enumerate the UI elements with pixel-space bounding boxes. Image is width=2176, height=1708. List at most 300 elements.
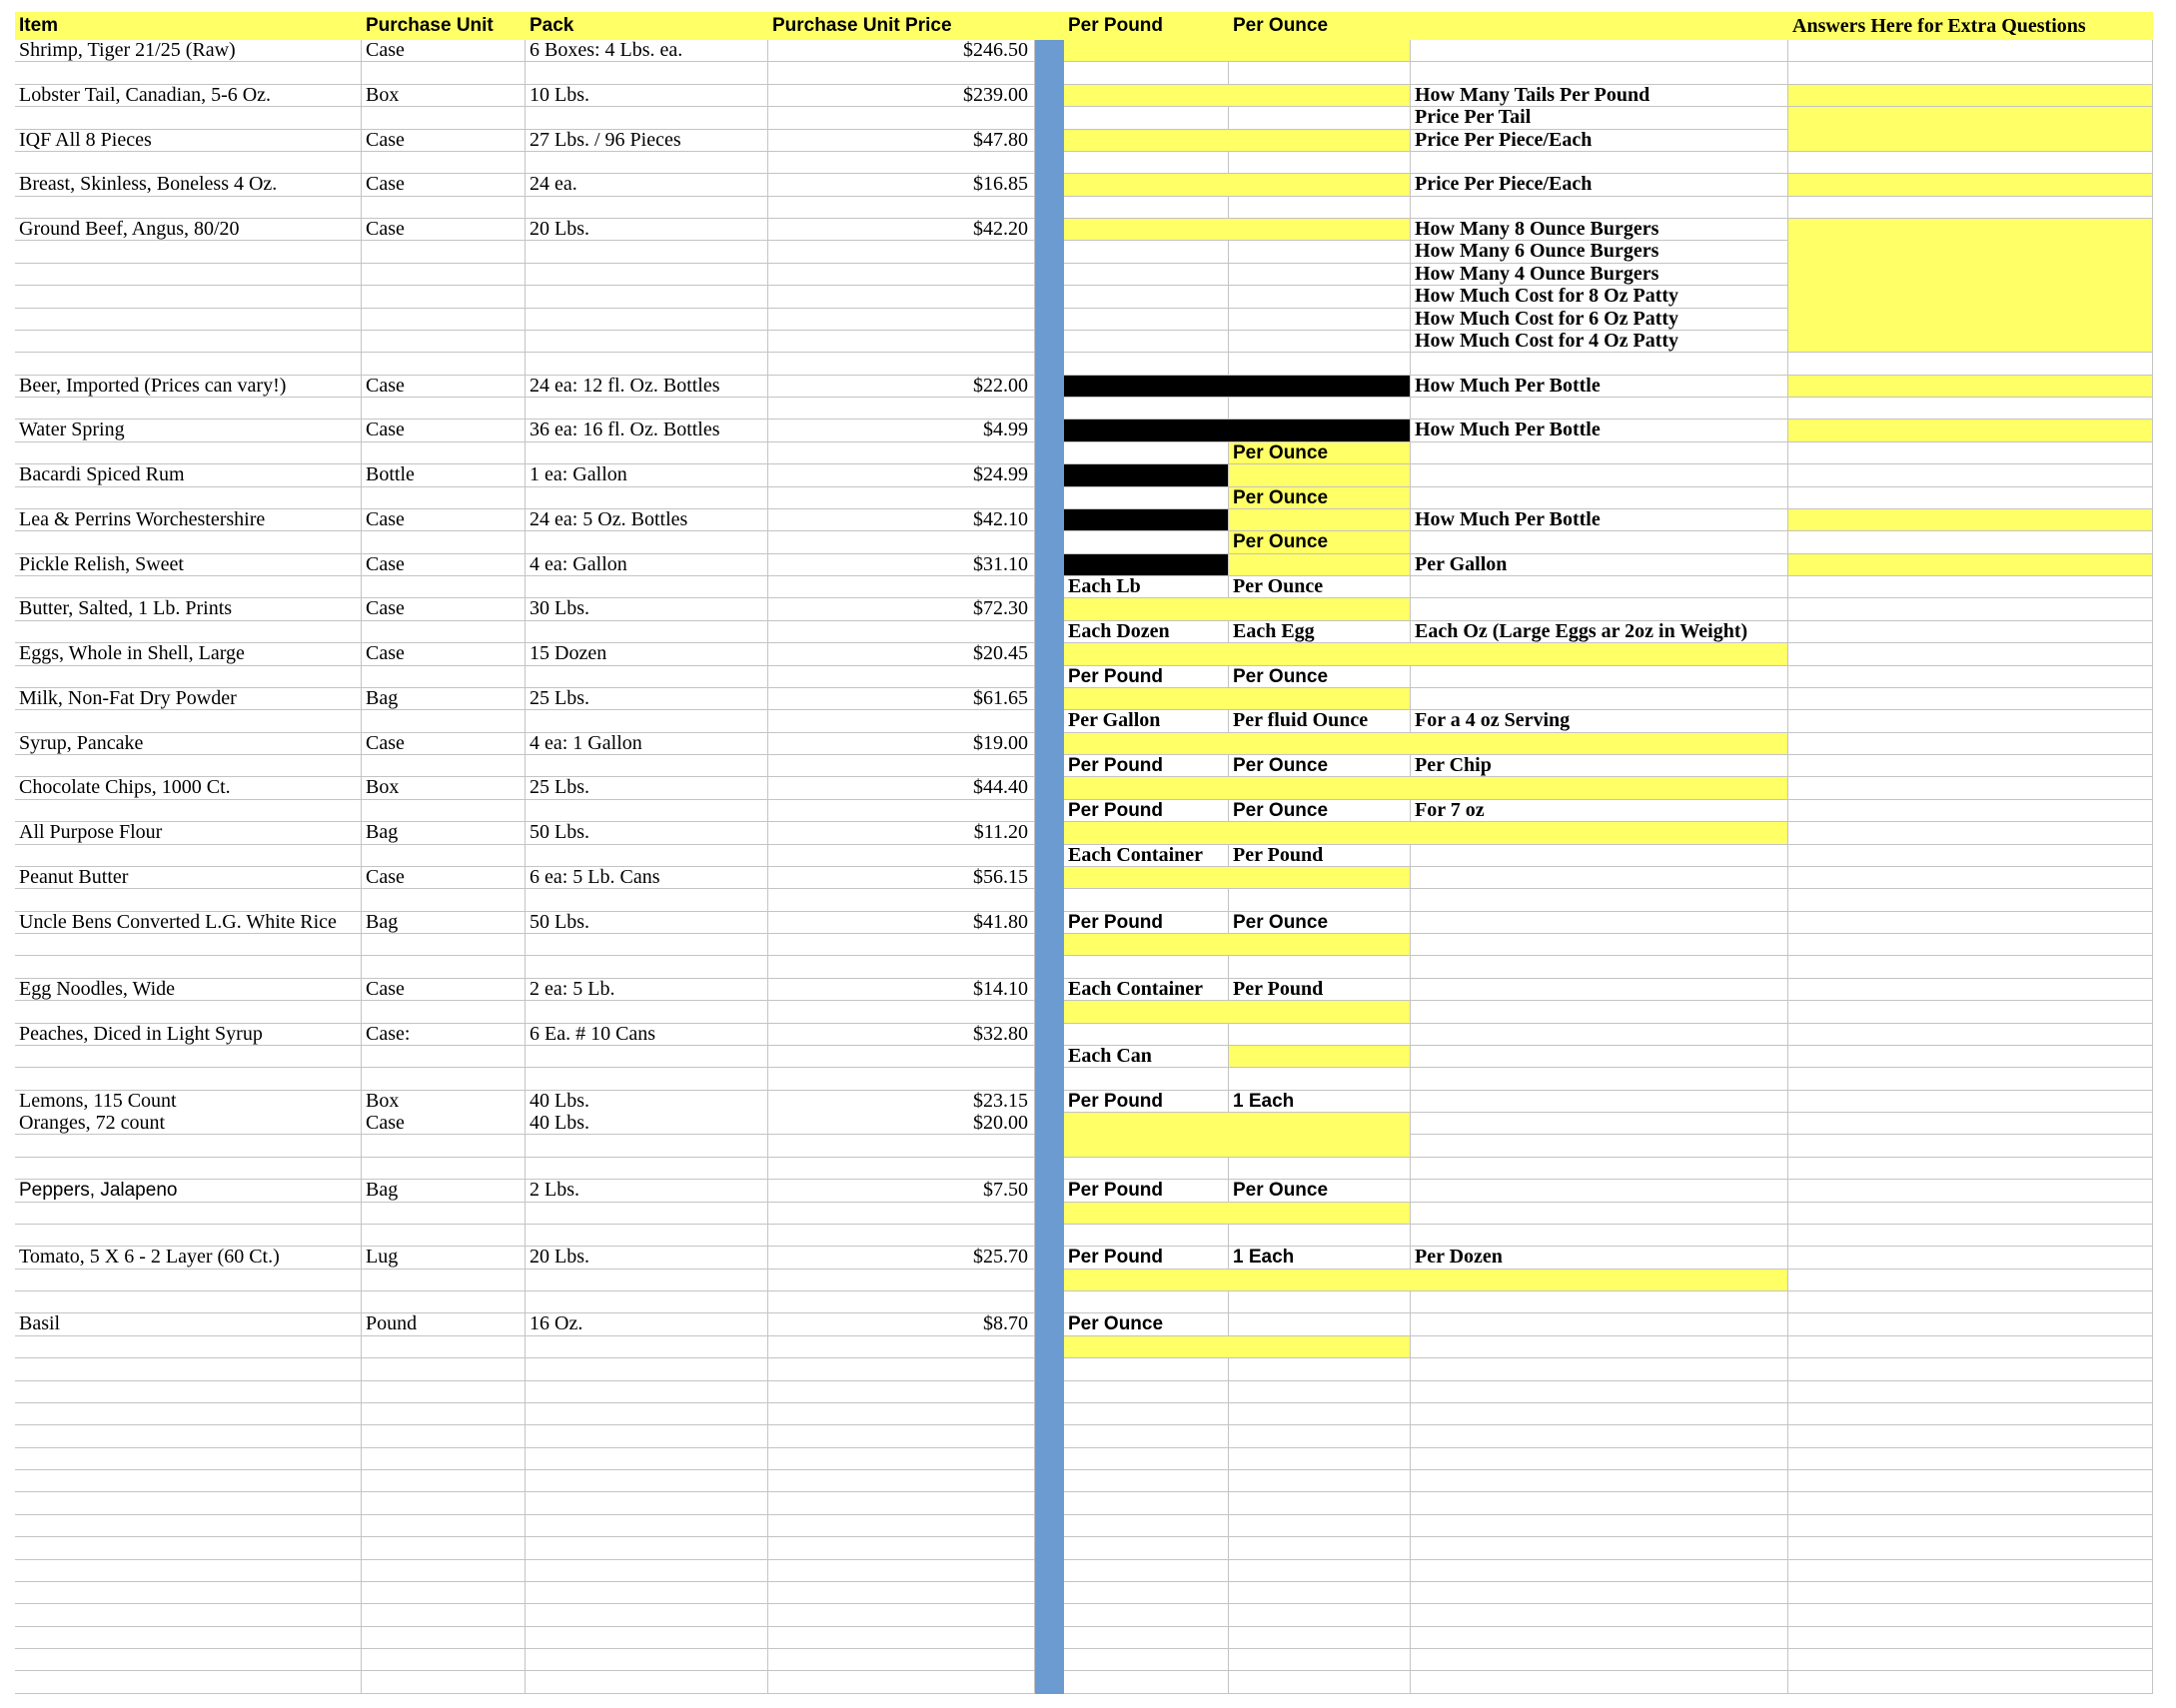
empty-cell[interactable]: [1411, 934, 1788, 956]
answer-cell[interactable]: [1064, 1203, 1411, 1225]
empty-cell[interactable]: [768, 1627, 1035, 1649]
empty-cell[interactable]: [526, 241, 768, 263]
item-price[interactable]: $25.70: [768, 1247, 1035, 1269]
item-name[interactable]: Beer, Imported (Prices can vary!): [15, 376, 362, 398]
empty-cell[interactable]: [1788, 666, 2153, 688]
answer-cell[interactable]: [1064, 1270, 1788, 1291]
item-price[interactable]: $4.99: [768, 420, 1035, 441]
empty-cell[interactable]: [1411, 1203, 1788, 1225]
empty-cell[interactable]: [1411, 1024, 1788, 1046]
answer-cell[interactable]: [1788, 309, 2153, 331]
empty-cell[interactable]: [1229, 1470, 1411, 1492]
empty-cell[interactable]: [15, 1470, 362, 1492]
item-unit[interactable]: Case: [362, 376, 526, 398]
empty-cell[interactable]: [1788, 1247, 2153, 1269]
empty-cell[interactable]: [15, 1291, 362, 1313]
empty-cell[interactable]: [1788, 1649, 2153, 1671]
empty-cell[interactable]: [1229, 107, 1411, 129]
answer-cell[interactable]: [1064, 867, 1411, 889]
empty-cell[interactable]: [1411, 1068, 1788, 1090]
item-pack[interactable]: 20 Lbs.: [526, 1247, 768, 1269]
empty-cell[interactable]: [362, 889, 526, 911]
empty-cell[interactable]: [1411, 1291, 1788, 1313]
empty-cell[interactable]: [526, 621, 768, 643]
empty-cell[interactable]: [1788, 576, 2153, 598]
empty-cell[interactable]: [1411, 1582, 1788, 1604]
item-name[interactable]: Egg Noodles, Wide: [15, 979, 362, 1001]
empty-cell[interactable]: [1229, 264, 1411, 286]
item-name[interactable]: Chocolate Chips, 1000 Ct.: [15, 777, 362, 799]
empty-cell[interactable]: [1064, 1158, 1229, 1180]
empty-cell[interactable]: [362, 956, 526, 978]
empty-cell[interactable]: [526, 152, 768, 174]
empty-cell[interactable]: [362, 286, 526, 308]
empty-cell[interactable]: [1411, 353, 1788, 375]
empty-cell[interactable]: [1788, 867, 2153, 889]
empty-cell[interactable]: [1788, 889, 2153, 911]
empty-cell[interactable]: [1411, 487, 1788, 509]
empty-cell[interactable]: [768, 1671, 1035, 1693]
empty-cell[interactable]: [1064, 1381, 1229, 1403]
empty-cell[interactable]: [1411, 979, 1788, 1001]
empty-cell[interactable]: [768, 1381, 1035, 1403]
item-price[interactable]: $61.65: [768, 688, 1035, 710]
empty-cell[interactable]: [1229, 1381, 1411, 1403]
empty-cell[interactable]: [15, 934, 362, 956]
empty-cell[interactable]: [1229, 286, 1411, 308]
empty-cell[interactable]: [526, 1403, 768, 1425]
item-name[interactable]: Uncle Bens Converted L.G. White Rice: [15, 912, 362, 934]
empty-cell[interactable]: [1064, 197, 1229, 219]
empty-cell[interactable]: [768, 576, 1035, 598]
empty-cell[interactable]: [1788, 1627, 2153, 1649]
empty-cell[interactable]: [768, 621, 1035, 643]
item-name[interactable]: Peaches, Diced in Light Syrup: [15, 1024, 362, 1046]
empty-cell[interactable]: [15, 1203, 362, 1225]
answer-cell[interactable]: [1788, 286, 2153, 308]
answer-cell[interactable]: [1064, 130, 1411, 152]
empty-cell[interactable]: [15, 1448, 362, 1470]
item-price[interactable]: $44.40: [768, 777, 1035, 799]
empty-cell[interactable]: [1788, 598, 2153, 620]
empty-cell[interactable]: [1229, 331, 1411, 353]
empty-cell[interactable]: [1788, 1203, 2153, 1225]
empty-cell[interactable]: [526, 666, 768, 688]
item-price[interactable]: $24.99: [768, 464, 1035, 486]
label-per-ounce-worcestershire[interactable]: Per Ounce: [1229, 487, 1411, 509]
empty-cell[interactable]: [768, 845, 1035, 867]
item-name[interactable]: Tomato, 5 X 6 - 2 Layer (60 Ct.): [15, 1247, 362, 1269]
empty-cell[interactable]: [1788, 1336, 2153, 1358]
answer-cell[interactable]: [1788, 554, 2153, 576]
empty-cell[interactable]: [1064, 1649, 1229, 1671]
empty-cell[interactable]: [362, 309, 526, 331]
empty-cell[interactable]: [526, 62, 768, 84]
empty-cell[interactable]: [768, 1515, 1035, 1537]
empty-cell[interactable]: [1788, 1515, 2153, 1537]
empty-cell[interactable]: [526, 1203, 768, 1225]
empty-cell[interactable]: [1788, 1024, 2153, 1046]
item-pack[interactable]: 6 Ea. # 10 Cans: [526, 1024, 768, 1046]
item-name[interactable]: Shrimp, Tiger 21/25 (Raw): [15, 40, 362, 62]
empty-cell[interactable]: [1064, 1604, 1229, 1626]
empty-cell[interactable]: [15, 152, 362, 174]
empty-cell[interactable]: [1411, 1336, 1788, 1358]
item-unit[interactable]: Bag: [362, 822, 526, 844]
empty-cell[interactable]: [15, 1135, 362, 1157]
empty-cell[interactable]: [1064, 1068, 1229, 1090]
empty-cell[interactable]: [362, 934, 526, 956]
empty-cell[interactable]: [1229, 353, 1411, 375]
empty-cell[interactable]: [362, 1291, 526, 1313]
empty-cell[interactable]: [1411, 666, 1788, 688]
answer-cell[interactable]: [1064, 174, 1411, 196]
empty-cell[interactable]: [1788, 1381, 2153, 1403]
answer-cell[interactable]: [1064, 1336, 1411, 1358]
answer-cell[interactable]: [1788, 107, 2153, 129]
item-unit[interactable]: Case: [362, 130, 526, 152]
empty-cell[interactable]: [15, 398, 362, 420]
empty-cell[interactable]: [1064, 1627, 1229, 1649]
empty-cell[interactable]: [15, 1001, 362, 1023]
item-price[interactable]: $42.10: [768, 509, 1035, 531]
empty-cell[interactable]: [15, 710, 362, 732]
item-pack[interactable]: 24 ea: 5 Oz. Bottles: [526, 509, 768, 531]
empty-cell[interactable]: [768, 956, 1035, 978]
empty-cell[interactable]: [1064, 487, 1229, 509]
empty-cell[interactable]: [15, 331, 362, 353]
empty-cell[interactable]: [526, 531, 768, 553]
empty-cell[interactable]: [1411, 1313, 1788, 1335]
empty-cell[interactable]: [1064, 1425, 1229, 1447]
empty-cell[interactable]: [1229, 1358, 1411, 1380]
empty-cell[interactable]: [768, 1649, 1035, 1671]
item-name[interactable]: Peanut Butter: [15, 867, 362, 889]
empty-cell[interactable]: [15, 1627, 362, 1649]
empty-cell[interactable]: [526, 1001, 768, 1023]
empty-cell[interactable]: [526, 755, 768, 777]
empty-cell[interactable]: [526, 1291, 768, 1313]
item-unit[interactable]: Bag: [362, 912, 526, 934]
empty-cell[interactable]: [1064, 1515, 1229, 1537]
empty-cell[interactable]: [362, 1336, 526, 1358]
empty-cell[interactable]: [362, 1649, 526, 1671]
empty-cell[interactable]: [1788, 1113, 2153, 1135]
empty-cell[interactable]: [1411, 398, 1788, 420]
empty-cell[interactable]: [1411, 1403, 1788, 1425]
item-unit[interactable]: Case: [362, 1113, 526, 1135]
item-price[interactable]: $22.00: [768, 376, 1035, 398]
label-per-ounce-relish[interactable]: Per Ounce: [1229, 531, 1411, 553]
answer-cell[interactable]: [1064, 643, 1788, 665]
item-unit[interactable]: Box: [362, 1091, 526, 1113]
answer-cell[interactable]: [1229, 509, 1411, 531]
empty-cell[interactable]: [362, 1582, 526, 1604]
empty-cell[interactable]: [15, 107, 362, 129]
answer-cell[interactable]: [1064, 219, 1411, 241]
empty-cell[interactable]: [1788, 1448, 2153, 1470]
answer-cell[interactable]: [1788, 376, 2153, 398]
empty-cell[interactable]: [526, 1358, 768, 1380]
item-unit[interactable]: Case: [362, 867, 526, 889]
empty-cell[interactable]: [15, 442, 362, 464]
item-price[interactable]: $47.80: [768, 130, 1035, 152]
empty-cell[interactable]: [1788, 1604, 2153, 1626]
empty-cell[interactable]: [768, 1358, 1035, 1380]
item-price[interactable]: $41.80: [768, 912, 1035, 934]
empty-cell[interactable]: [768, 531, 1035, 553]
empty-cell[interactable]: [526, 1425, 768, 1447]
empty-cell[interactable]: [15, 353, 362, 375]
empty-cell[interactable]: [526, 1470, 768, 1492]
empty-cell[interactable]: [362, 1448, 526, 1470]
answer-cell[interactable]: [1788, 509, 2153, 531]
empty-cell[interactable]: [1229, 1313, 1411, 1335]
empty-cell[interactable]: [526, 1582, 768, 1604]
item-name[interactable]: Syrup, Pancake: [15, 733, 362, 755]
answer-cell[interactable]: [1064, 1001, 1411, 1023]
item-price[interactable]: $8.70: [768, 1313, 1035, 1335]
empty-cell[interactable]: [1788, 1091, 2153, 1113]
empty-cell[interactable]: [1788, 1671, 2153, 1693]
empty-cell[interactable]: [15, 1068, 362, 1090]
empty-cell[interactable]: [1788, 1492, 2153, 1514]
empty-cell[interactable]: [1788, 197, 2153, 219]
answer-cell[interactable]: [1788, 219, 2153, 241]
empty-cell[interactable]: [1229, 1582, 1411, 1604]
empty-cell[interactable]: [768, 1135, 1035, 1157]
empty-cell[interactable]: [1788, 353, 2153, 375]
empty-cell[interactable]: [1229, 1515, 1411, 1537]
empty-cell[interactable]: [1411, 1046, 1788, 1068]
empty-cell[interactable]: [362, 800, 526, 822]
empty-cell[interactable]: [526, 1336, 768, 1358]
empty-cell[interactable]: [1064, 264, 1229, 286]
empty-cell[interactable]: [1411, 912, 1788, 934]
empty-cell[interactable]: [1411, 1135, 1788, 1157]
empty-cell[interactable]: [1229, 1537, 1411, 1559]
item-name[interactable]: Lea & Perrins Worchestershire: [15, 509, 362, 531]
empty-cell[interactable]: [1064, 442, 1229, 464]
empty-cell[interactable]: [362, 621, 526, 643]
empty-cell[interactable]: [526, 331, 768, 353]
empty-cell[interactable]: [768, 398, 1035, 420]
item-pack[interactable]: 25 Lbs.: [526, 777, 768, 799]
item-pack[interactable]: 40 Lbs.: [526, 1113, 768, 1135]
empty-cell[interactable]: [526, 1158, 768, 1180]
empty-cell[interactable]: [1788, 845, 2153, 867]
item-pack[interactable]: 24 ea.: [526, 174, 768, 196]
empty-cell[interactable]: [1788, 1270, 2153, 1291]
empty-cell[interactable]: [526, 1448, 768, 1470]
empty-cell[interactable]: [362, 1001, 526, 1023]
empty-cell[interactable]: [15, 845, 362, 867]
empty-cell[interactable]: [1064, 956, 1229, 978]
empty-cell[interactable]: [15, 621, 362, 643]
empty-cell[interactable]: [768, 800, 1035, 822]
item-name[interactable]: Oranges, 72 count: [15, 1113, 362, 1135]
empty-cell[interactable]: [362, 442, 526, 464]
empty-cell[interactable]: [362, 107, 526, 129]
item-pack[interactable]: 30 Lbs.: [526, 598, 768, 620]
empty-cell[interactable]: [15, 1515, 362, 1537]
empty-cell[interactable]: [1229, 1627, 1411, 1649]
answer-cell[interactable]: [1064, 822, 1788, 844]
empty-cell[interactable]: [768, 1203, 1035, 1225]
empty-cell[interactable]: [362, 152, 526, 174]
empty-cell[interactable]: [1229, 1560, 1411, 1582]
empty-cell[interactable]: [362, 710, 526, 732]
empty-cell[interactable]: [1788, 755, 2153, 777]
empty-cell[interactable]: [1788, 934, 2153, 956]
item-unit[interactable]: Pound: [362, 1313, 526, 1335]
empty-cell[interactable]: [1064, 62, 1229, 84]
item-unit[interactable]: Box: [362, 85, 526, 107]
empty-cell[interactable]: [15, 286, 362, 308]
empty-cell[interactable]: [526, 398, 768, 420]
empty-cell[interactable]: [362, 1604, 526, 1626]
empty-cell[interactable]: [15, 889, 362, 911]
empty-cell[interactable]: [1064, 353, 1229, 375]
empty-cell[interactable]: [1788, 1291, 2153, 1313]
empty-cell[interactable]: [1064, 1024, 1229, 1046]
empty-cell[interactable]: [1788, 62, 2153, 84]
empty-cell[interactable]: [1411, 867, 1788, 889]
empty-cell[interactable]: [1411, 1515, 1788, 1537]
empty-cell[interactable]: [1788, 531, 2153, 553]
empty-cell[interactable]: [1064, 398, 1229, 420]
empty-cell[interactable]: [1064, 309, 1229, 331]
empty-cell[interactable]: [1788, 152, 2153, 174]
item-pack[interactable]: 4 ea: 1 Gallon: [526, 733, 768, 755]
item-pack[interactable]: 50 Lbs.: [526, 912, 768, 934]
empty-cell[interactable]: [362, 1225, 526, 1247]
empty-cell[interactable]: [15, 576, 362, 598]
answer-cell[interactable]: [1064, 40, 1411, 62]
empty-cell[interactable]: [15, 1537, 362, 1559]
empty-cell[interactable]: [1788, 710, 2153, 732]
empty-cell[interactable]: [1411, 1381, 1788, 1403]
empty-cell[interactable]: [768, 353, 1035, 375]
empty-cell[interactable]: [768, 1492, 1035, 1514]
empty-cell[interactable]: [362, 576, 526, 598]
empty-cell[interactable]: [15, 1358, 362, 1380]
item-unit[interactable]: Bottle: [362, 464, 526, 486]
item-price[interactable]: $72.30: [768, 598, 1035, 620]
empty-cell[interactable]: [1064, 1537, 1229, 1559]
empty-cell[interactable]: [1411, 442, 1788, 464]
empty-cell[interactable]: [15, 1046, 362, 1068]
item-name[interactable]: Eggs, Whole in Shell, Large: [15, 643, 362, 665]
empty-cell[interactable]: [526, 889, 768, 911]
empty-cell[interactable]: [1229, 1024, 1411, 1046]
empty-cell[interactable]: [1064, 1671, 1229, 1693]
empty-cell[interactable]: [526, 956, 768, 978]
empty-cell[interactable]: [526, 934, 768, 956]
empty-cell[interactable]: [362, 1203, 526, 1225]
item-price[interactable]: $20.00: [768, 1113, 1035, 1135]
empty-cell[interactable]: [1064, 1358, 1229, 1380]
empty-cell[interactable]: [362, 1158, 526, 1180]
empty-cell[interactable]: [1788, 688, 2153, 710]
empty-cell[interactable]: [1229, 241, 1411, 263]
empty-cell[interactable]: [362, 241, 526, 263]
item-name[interactable]: IQF All 8 Pieces: [15, 130, 362, 152]
empty-cell[interactable]: [15, 1492, 362, 1514]
item-pack[interactable]: 10 Lbs.: [526, 85, 768, 107]
item-pack[interactable]: 36 ea: 16 fl. Oz. Bottles: [526, 420, 768, 441]
empty-cell[interactable]: [15, 1649, 362, 1671]
empty-cell[interactable]: [526, 286, 768, 308]
item-unit[interactable]: Case: [362, 420, 526, 441]
empty-cell[interactable]: [768, 1470, 1035, 1492]
empty-cell[interactable]: [15, 309, 362, 331]
empty-cell[interactable]: [768, 107, 1035, 129]
empty-cell[interactable]: [1788, 1537, 2153, 1559]
item-pack[interactable]: 1 ea: Gallon: [526, 464, 768, 486]
label-per-ounce-rum[interactable]: Per Ounce: [1229, 442, 1411, 464]
empty-cell[interactable]: [526, 487, 768, 509]
item-price[interactable]: $16.85: [768, 174, 1035, 196]
empty-cell[interactable]: [1411, 1091, 1788, 1113]
empty-cell[interactable]: [1788, 487, 2153, 509]
empty-cell[interactable]: [362, 1671, 526, 1693]
empty-cell[interactable]: [1411, 40, 1788, 62]
empty-cell[interactable]: [362, 62, 526, 84]
empty-cell[interactable]: [1064, 531, 1229, 553]
empty-cell[interactable]: [15, 1381, 362, 1403]
empty-cell[interactable]: [1788, 733, 2153, 755]
item-unit[interactable]: Bag: [362, 1180, 526, 1202]
item-unit[interactable]: Case: [362, 598, 526, 620]
item-price[interactable]: $246.50: [768, 40, 1035, 62]
item-unit[interactable]: Case: [362, 509, 526, 531]
empty-cell[interactable]: [15, 241, 362, 263]
empty-cell[interactable]: [768, 1560, 1035, 1582]
empty-cell[interactable]: [1411, 62, 1788, 84]
empty-cell[interactable]: [526, 800, 768, 822]
item-unit[interactable]: Case:: [362, 1024, 526, 1046]
item-price[interactable]: $14.10: [768, 979, 1035, 1001]
item-pack[interactable]: 4 ea: Gallon: [526, 554, 768, 576]
item-unit[interactable]: Case: [362, 219, 526, 241]
empty-cell[interactable]: [1229, 1649, 1411, 1671]
empty-cell[interactable]: [526, 1270, 768, 1291]
item-name[interactable]: Ground Beef, Angus, 80/20: [15, 219, 362, 241]
answer-cell[interactable]: [1064, 85, 1411, 107]
empty-cell[interactable]: [1788, 464, 2153, 486]
empty-cell[interactable]: [1411, 845, 1788, 867]
item-name[interactable]: Lobster Tail, Canadian, 5-6 Oz.: [15, 85, 362, 107]
item-price[interactable]: $42.20: [768, 219, 1035, 241]
empty-cell[interactable]: [1229, 1448, 1411, 1470]
item-name[interactable]: Basil: [15, 1313, 362, 1335]
empty-cell[interactable]: [15, 1158, 362, 1180]
empty-cell[interactable]: [768, 889, 1035, 911]
item-unit[interactable]: Case: [362, 40, 526, 62]
empty-cell[interactable]: [1064, 241, 1229, 263]
empty-cell[interactable]: [1411, 598, 1788, 620]
empty-cell[interactable]: [362, 845, 526, 867]
empty-cell[interactable]: [526, 442, 768, 464]
empty-cell[interactable]: [1229, 1291, 1411, 1313]
item-price[interactable]: $239.00: [768, 85, 1035, 107]
empty-cell[interactable]: [1788, 1582, 2153, 1604]
item-unit[interactable]: Case: [362, 979, 526, 1001]
empty-cell[interactable]: [362, 487, 526, 509]
empty-cell[interactable]: [526, 309, 768, 331]
answer-cell[interactable]: [1064, 777, 1788, 799]
